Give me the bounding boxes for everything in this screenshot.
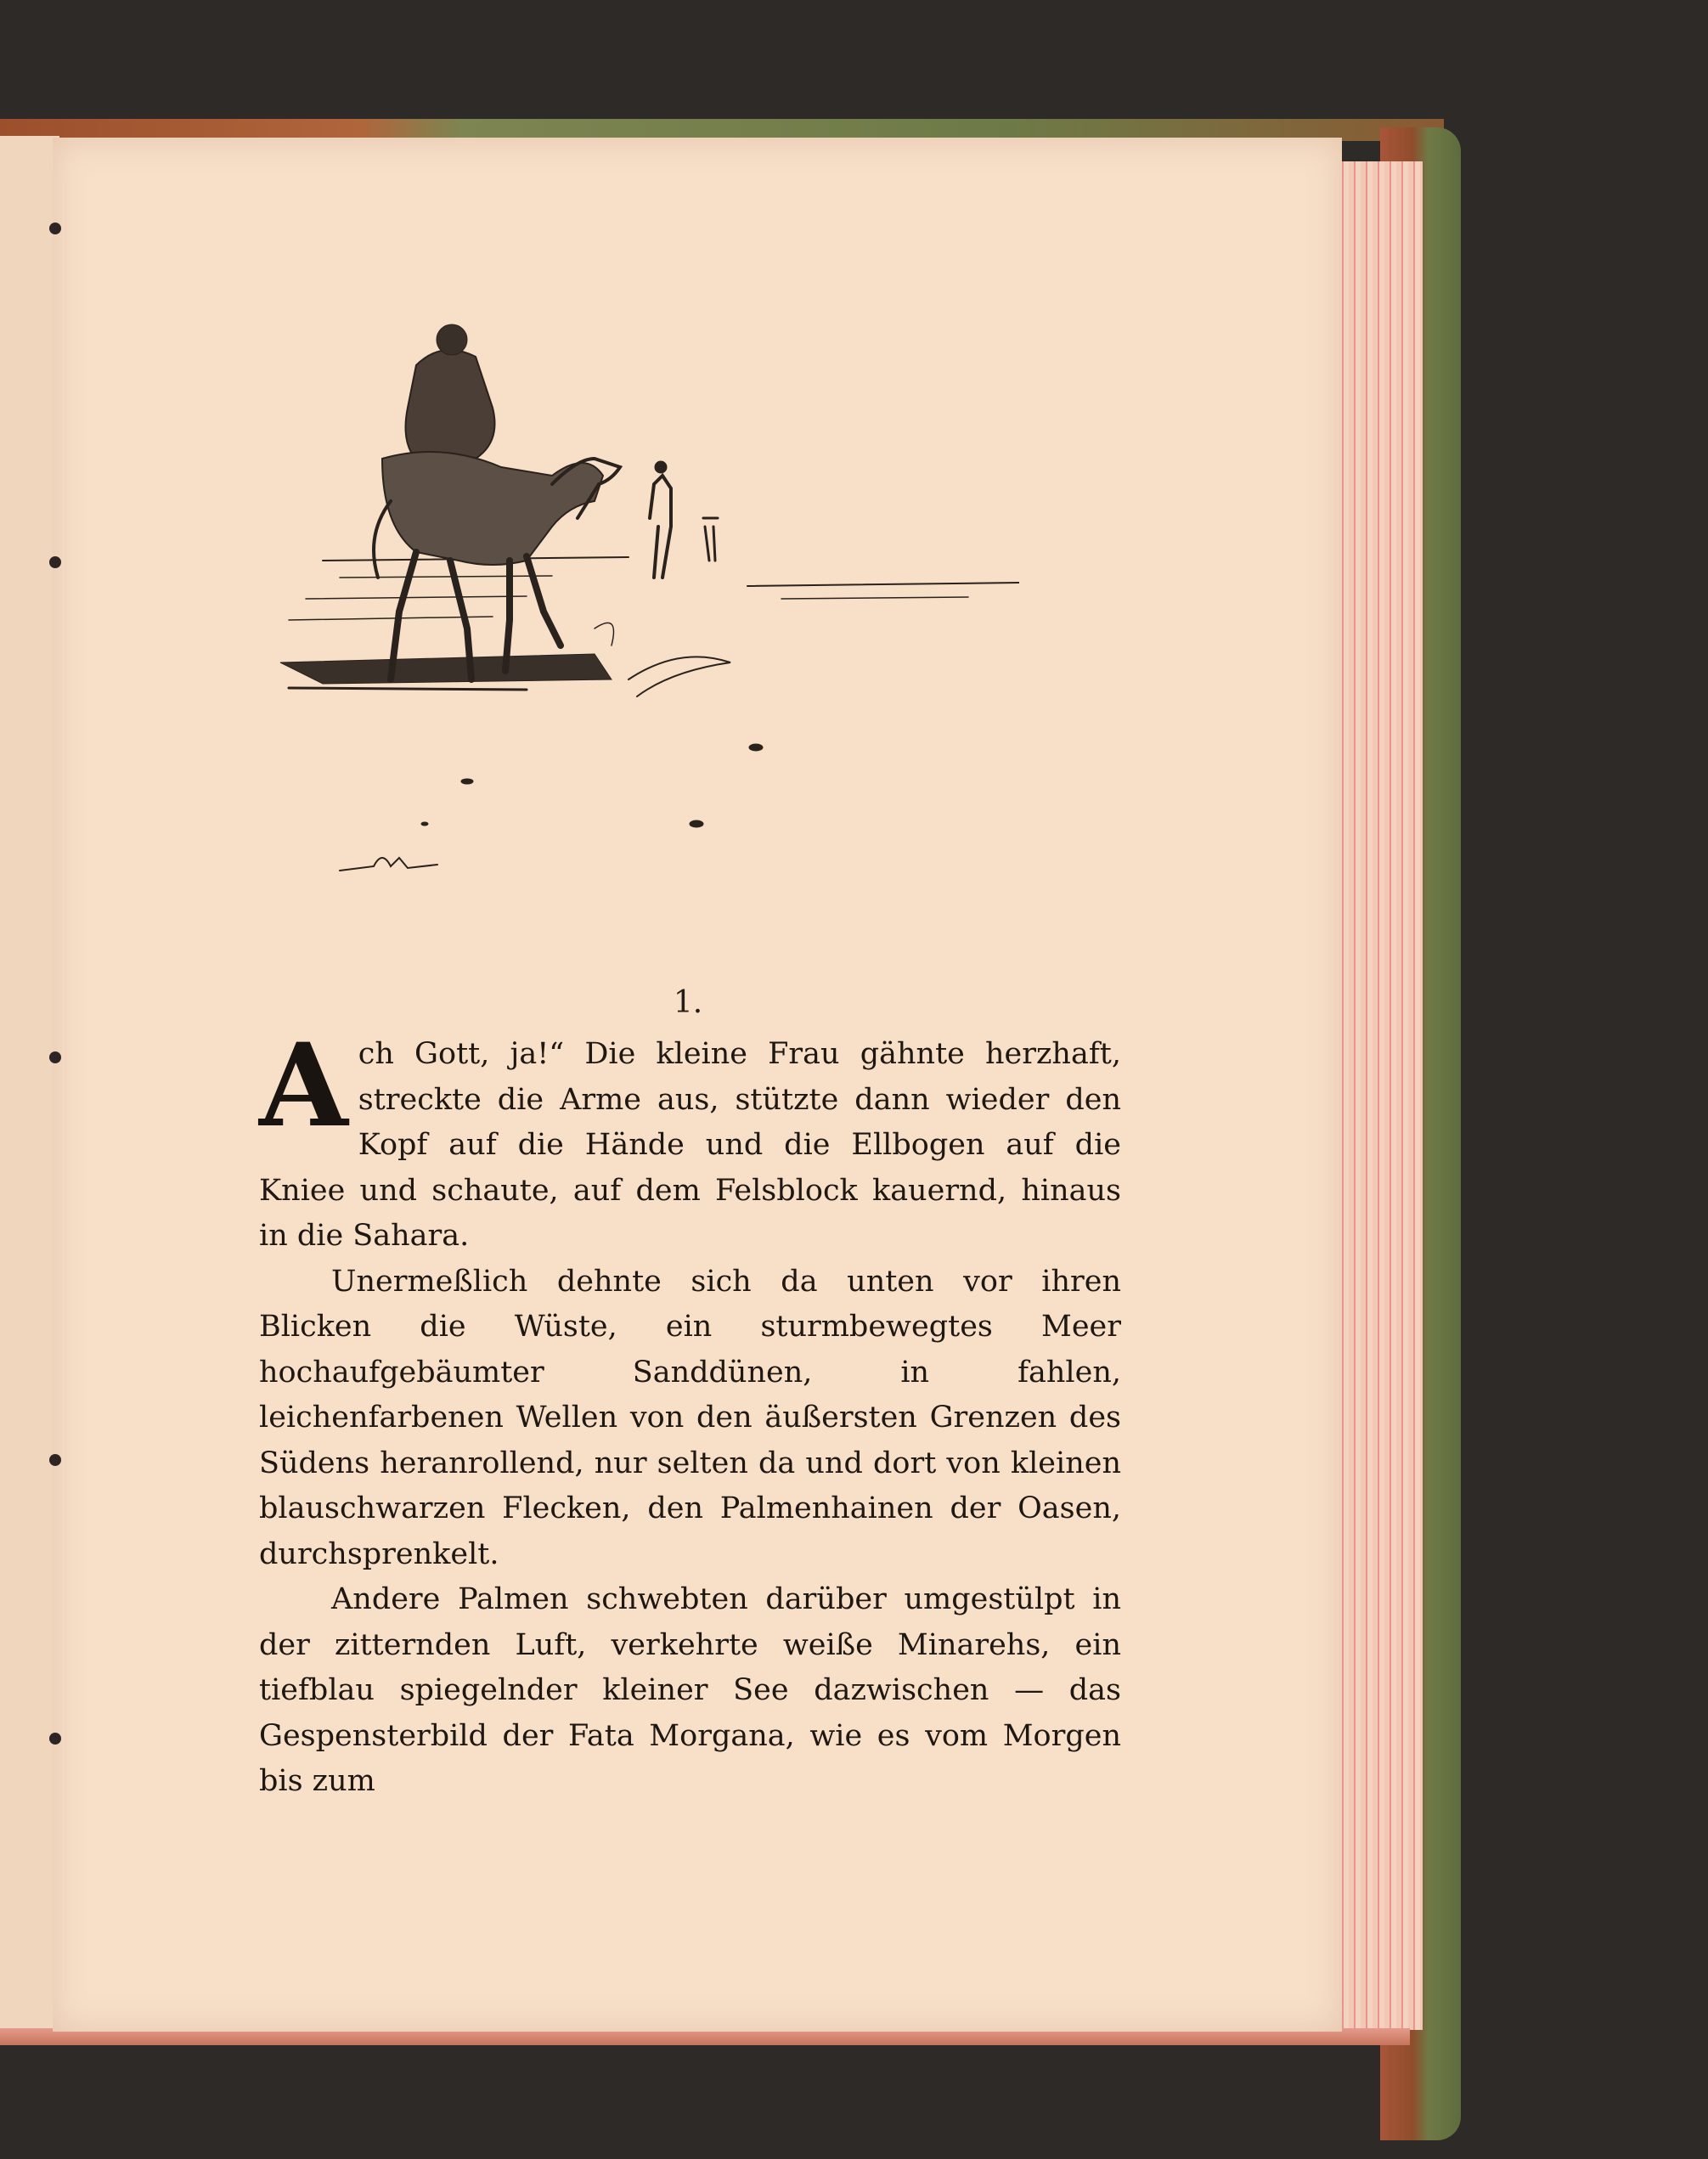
paragraph: Unermeßlich dehnte sich da unten vor ihren Blicken die Wüste, ein sturmbewegtes Meer hochaufgebäumter Sanddünen, in fahlen, leichenfarbenen Wellen von den äußersten Grenzen des Südens heranrollend, nur selten da und dort von kleinen blauschwarzen Flecken, den Palmenhainen der Oasen, durchsprenkelt.: [259, 1264, 1121, 1571]
binding-hole: [49, 556, 61, 568]
facing-page-left: [0, 136, 59, 2030]
binding-hole: [49, 223, 61, 234]
chapter-body: [259, 1017, 1121, 1805]
drop-cap-letter: A: [259, 1017, 348, 1153]
paragraph: [259, 1017, 1121, 1260]
chapter-number: 1.: [673, 985, 703, 1020]
paragraph-text: ch Gott, ja!“ Die kleine Frau gähnte herzhaft, streckte die Arme aus, stützte dann wieder den Kopf auf die Hände und die Ellbogen auf die Kniee und schaute, auf dem Felsblock kauernd, hinaus in die Sahara.: [259, 1037, 1121, 1253]
binding-hole: [49, 1733, 61, 1745]
camel-rider-illustration: [272, 306, 1019, 883]
binding-hole: [49, 1454, 61, 1466]
binding-hole: [49, 1051, 61, 1063]
paragraph: Andere Palmen schwebten darüber umgestülpt in der zitternden Luft, verkehrte weiße Minarehs, ein tiefblau spiegelnder kleiner See dazwischen — das Gespensterbild der Fata Morgana, wie es vom Morgen bis zum: [259, 1582, 1121, 1798]
